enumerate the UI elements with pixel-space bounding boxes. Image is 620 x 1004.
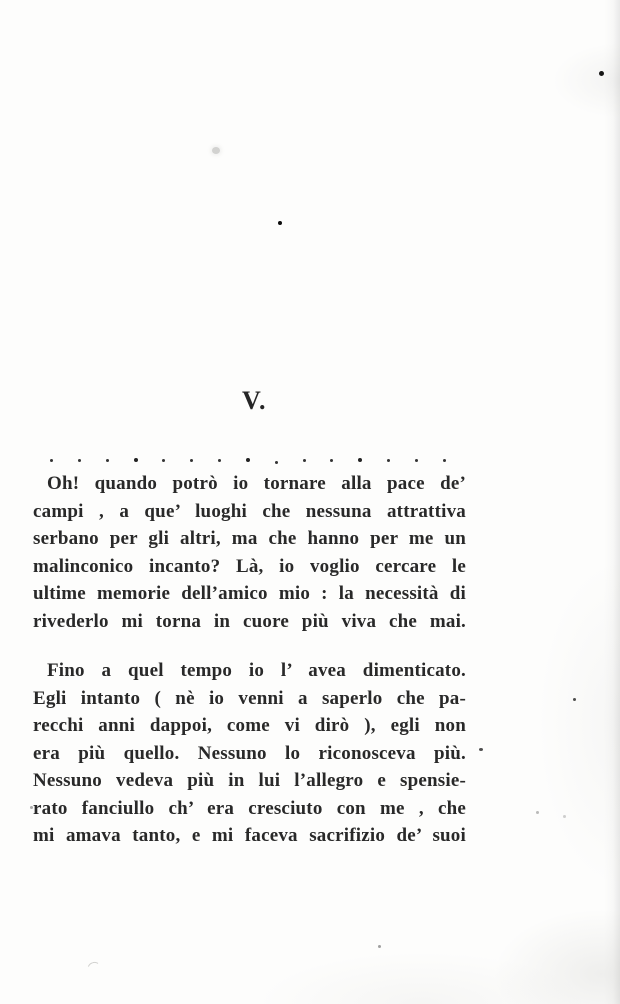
scan-speck: [563, 815, 566, 818]
text-line: recchi anni dappoi, come vi dirò ), egli non: [33, 715, 466, 736]
scan-speck: [536, 811, 539, 814]
text-line: mi amava tanto, e mi faceva sacrifizio de’ suoi: [33, 825, 466, 846]
dot: [190, 459, 193, 462]
dot: [387, 459, 390, 462]
text-line: serbano per gli altri, ma che hanno per me un: [33, 528, 466, 549]
dot: [78, 459, 81, 462]
scan-speck: [378, 945, 381, 948]
dot: [134, 458, 138, 462]
dot: [415, 459, 418, 462]
dot: [330, 459, 333, 462]
text-line: malinconico incanto? Là, io voglio cercare le: [33, 555, 466, 577]
text-line: ultime memorie dell’amico mio : la necessità di: [33, 583, 466, 604]
scan-speck: [479, 748, 483, 751]
text-line: rivederlo mi torna in cuore più viva che mai.: [33, 610, 466, 632]
text-line: Egli intanto ( nè io venni a saperlo che pa-: [33, 687, 466, 709]
chapter-heading: V.: [242, 386, 267, 415]
scan-speck: [599, 71, 604, 76]
dot: [275, 461, 278, 464]
section-break-dots: [50, 456, 446, 464]
paragraph-1: [33, 470, 466, 635]
dot: [246, 458, 250, 462]
dot: [358, 458, 362, 462]
dot: [218, 459, 221, 462]
scan-speck: [573, 698, 576, 701]
scan-squiggle: [85, 960, 104, 975]
dot: [106, 459, 109, 462]
scan-speck: [30, 806, 33, 809]
paragraph-2: [33, 657, 466, 850]
scan-speck: [278, 221, 282, 225]
dot: [443, 459, 446, 462]
text-line: campi , a que’ luoghi che nessuna attrattiva: [33, 500, 466, 522]
scan-speck: [212, 147, 220, 154]
text-line: Nessuno vedeva più in lui l’allegro e spensie-: [33, 770, 466, 791]
text-line: Oh! quando potrò io tornare alla pace de’: [47, 473, 466, 494]
dot: [50, 459, 53, 462]
text-line: era più quello. Nessuno lo riconosceva più.: [33, 742, 466, 764]
text-line: Fino a quel tempo io l’ avea dimenticato.: [47, 660, 466, 681]
dot: [162, 459, 165, 462]
text-line: rato fanciullo ch’ era cresciuto con me , che: [33, 797, 466, 819]
dot: [303, 459, 306, 462]
